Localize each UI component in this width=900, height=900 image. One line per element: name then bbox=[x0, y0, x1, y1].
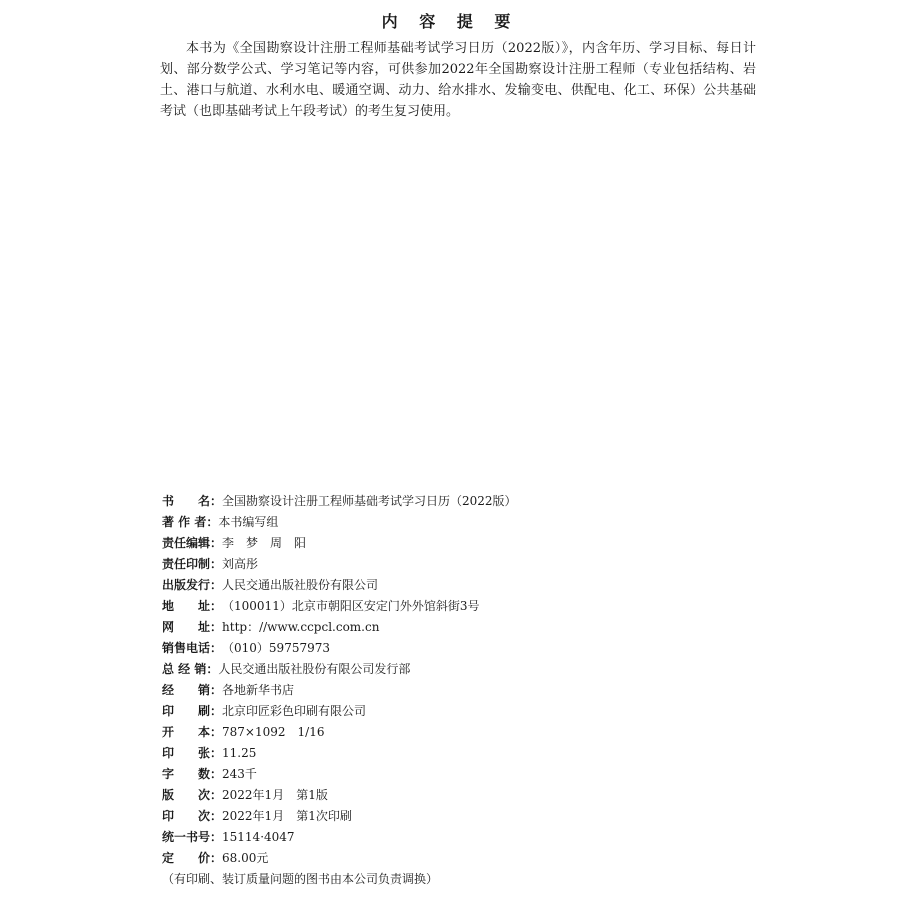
cip-label: 地 址： bbox=[162, 599, 223, 613]
cip-value: 2022年1月 第1版 bbox=[222, 788, 328, 802]
cip-label: 责任编辑： bbox=[162, 536, 223, 550]
cip-label: 定 价： bbox=[162, 851, 223, 865]
cip-value: 李 梦 周 阳 bbox=[222, 536, 307, 550]
cip-row-printing bbox=[162, 806, 762, 827]
cip-value: 787×1092 1/16 bbox=[222, 725, 325, 739]
cip-row-title bbox=[162, 491, 762, 512]
cip-value: 人民交通出版社股份有限公司发行部 bbox=[218, 662, 411, 676]
cip-row-word-count bbox=[162, 764, 762, 785]
cip-value: 2022年1月 第1次印刷 bbox=[222, 809, 352, 823]
cip-value: （100011）北京市朝阳区安定门外外馆斜街3号 bbox=[222, 599, 480, 613]
cip-row-print-supervisor bbox=[162, 554, 762, 575]
cip-row-general-distributor bbox=[162, 659, 762, 680]
cip-block bbox=[162, 491, 762, 890]
cip-label: 经 销： bbox=[162, 683, 223, 697]
cip-label: 印 刷： bbox=[162, 704, 223, 718]
cip-value: 68.00元 bbox=[222, 851, 269, 865]
cip-row-format bbox=[162, 722, 762, 743]
cip-value: http：//www.ccpcl.com.cn bbox=[222, 620, 380, 634]
page-title: 内 容 提 要 bbox=[381, 12, 519, 31]
cip-label: 总 经 销： bbox=[162, 662, 219, 676]
cip-label: 印 次： bbox=[162, 809, 223, 823]
cip-row-author bbox=[162, 512, 762, 533]
cip-value: 11.25 bbox=[222, 746, 257, 760]
cip-row-book-number bbox=[162, 827, 762, 848]
cip-label: 统一书号： bbox=[162, 830, 223, 844]
cip-row-website bbox=[162, 617, 762, 638]
cip-label: 开 本： bbox=[162, 725, 223, 739]
cip-row-edition bbox=[162, 785, 762, 806]
cip-row-phone bbox=[162, 638, 762, 659]
cip-row-distributor bbox=[162, 680, 762, 701]
cip-label: 印 张： bbox=[162, 746, 223, 760]
quality-note: （有印刷、装订质量问题的图书由本公司负责调换） bbox=[162, 872, 439, 886]
cip-label: 书 名： bbox=[162, 494, 223, 508]
cip-value: 各地新华书店 bbox=[222, 683, 295, 697]
cip-row-printer bbox=[162, 701, 762, 722]
cip-label: 字 数： bbox=[162, 767, 223, 781]
cip-value: 刘高彤 bbox=[222, 557, 259, 571]
cip-label: 著 作 者： bbox=[162, 515, 219, 529]
cip-label: 责任印制： bbox=[162, 557, 223, 571]
cip-row-editor bbox=[162, 533, 762, 554]
cip-label: 出版发行： bbox=[162, 578, 223, 592]
cip-value: 15114·4047 bbox=[222, 830, 295, 844]
cip-value: 243千 bbox=[222, 767, 257, 781]
cip-label: 版 次： bbox=[162, 788, 223, 802]
cip-row-publisher bbox=[162, 575, 762, 596]
cip-row-sheets bbox=[162, 743, 762, 764]
cip-row-price bbox=[162, 848, 762, 869]
cip-label: 网 址： bbox=[162, 620, 223, 634]
cip-value: （010）59757973 bbox=[222, 641, 330, 655]
cip-label: 销售电话： bbox=[162, 641, 223, 655]
content-summary: 本书为《全国勘察设计注册工程师基础考试学习日历（2022版）》，内含年历、学习目标、每日计划、部分数学公式、学习笔记等内容，可供参加2022年全国勘察设计注册工程师（专业包括结构、岩土、港口与航道、水利水电、暖通空调、动力、给水排水、发输变电、供配电、化工、环保）公共基础考试（也即基础考试上午段考试）的考生复习使用。 bbox=[160, 41, 756, 119]
cip-value: 人民交通出版社股份有限公司 bbox=[222, 578, 379, 592]
cip-value: 全国勘察设计注册工程师基础考试学习日历（2022版） bbox=[222, 494, 517, 508]
cip-value: 本书编写组 bbox=[218, 515, 279, 529]
cip-value: 北京印匠彩色印刷有限公司 bbox=[222, 704, 367, 718]
cip-row-address bbox=[162, 596, 762, 617]
